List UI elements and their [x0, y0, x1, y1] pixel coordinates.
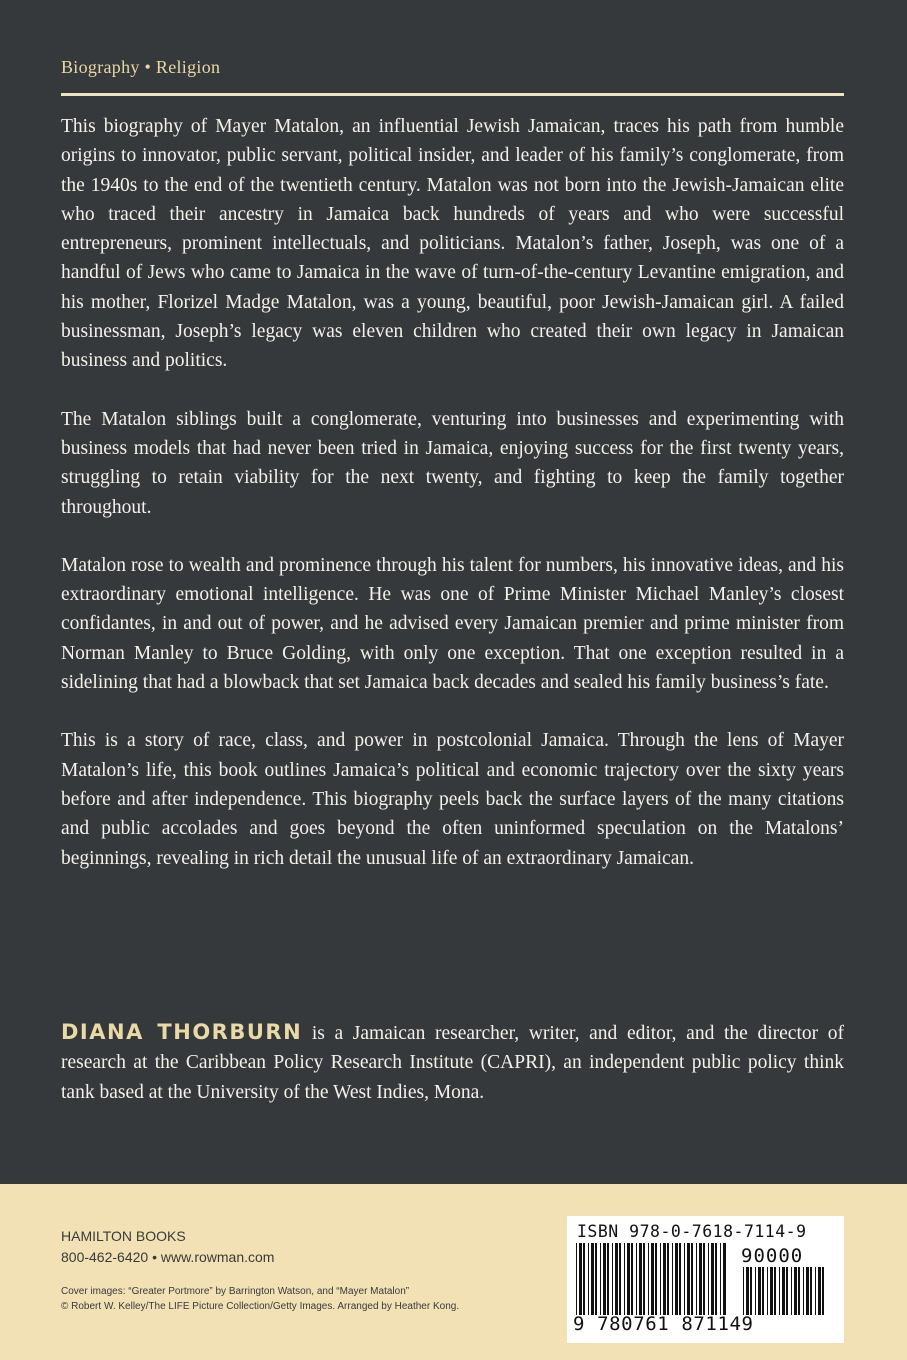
publisher-name: HAMILTON BOOKS [61, 1228, 186, 1244]
barcode-bars [576, 1243, 726, 1315]
credits-line-2: © Robert W. Kelley/The LIFE Picture Collection/Getty Images. Arranged by Heather Kong. [61, 1301, 460, 1312]
author-bio-text: is a Jamaican researcher, writer, and editor, and the director of research at the Caribbean Policy Research Institute (CAPRI), an independent public policy think tank based at the University of the West Indies, Mona. [61, 1023, 844, 1103]
category-label: Biography • Religion [61, 57, 221, 77]
barcode-price-code: 90000 [741, 1245, 804, 1267]
description-paragraph: The Matalon siblings built a conglomerate, venturing into businesses and experimenting with business models that had never been tried in Jamaica, enjoying success for the first twenty years, struggling to retain viability for the next twenty, and fighting to keep the family together throughout. [61, 408, 844, 518]
description-paragraph: Matalon rose to wealth and prominence through his talent for numbers, his innovative ideas, and his extraordinary emotional intelligence. He was one of Prime Minister Michael Manley’s closest confidantes, in and out of power, and he advised every Jamaican premier and prime minister from Norman Manley to Bruce Golding, with only one exception. That one exception resulted in a sidelining that had a blowback that set Jamaica back decades and sealed his family business’s fate. [61, 554, 844, 694]
publisher-block [61, 1226, 274, 1268]
credits-line-1: Cover images: “Greater Portmore” by Barrington Watson, and “Mayer Matalon” [61, 1286, 410, 1297]
cover-credits [61, 1284, 459, 1314]
isbn-barcode [567, 1216, 844, 1343]
header-rule [61, 93, 844, 96]
description-paragraph: This is a story of race, class, and power in postcolonial Jamaica. Through the lens of Mayer Matalon’s life, this book outlines Jamaica’s political and economic trajectory over the sixty years before and after independence. This biography peels back the surface layers of the many citations and public accolades and goes beyond the often uninformed speculation on the Matalons’ beginnings, revealing in rich detail the unusual life of an extraordinary Jamaican. [61, 730, 844, 869]
description-paragraph: This biography of Mayer Matalon, an influential Jewish Jamaican, traces his path from humble origins to innovator, public servant, political insider, and leader of his family’s conglomerate, from the 1940s to the end of the twentieth century. Matalon was not born into the Jewish-Jamaican elite who traced their ancestry in Jamaica back hundreds of years and who were successful entrepreneurs, prominent intellectuals, and politicians. Matalon’s father, Joseph, was one of a handful of Jews who came to Jamaica in the wave of turn-of-the-century Levantine emigration, and his mother, Florizel Madge Matalon, was a young, beautiful, poor Jewish-Jamaican girl. A failed businessman, Joseph’s legacy was eleven children who created their own legacy in Jamaican business and politics. [61, 116, 844, 372]
author-name: DIANA THORBURN [61, 1020, 303, 1044]
isbn-label: ISBN 978-0-7618-7114-9 [577, 1222, 807, 1241]
author-bio [61, 1018, 844, 1107]
barcode-digits: 9 780761 871149 [573, 1313, 754, 1335]
barcode-addon-bars [743, 1267, 827, 1315]
book-description [61, 112, 844, 902]
publisher-contact: 800-462-6420 • www.rowman.com [61, 1249, 275, 1265]
